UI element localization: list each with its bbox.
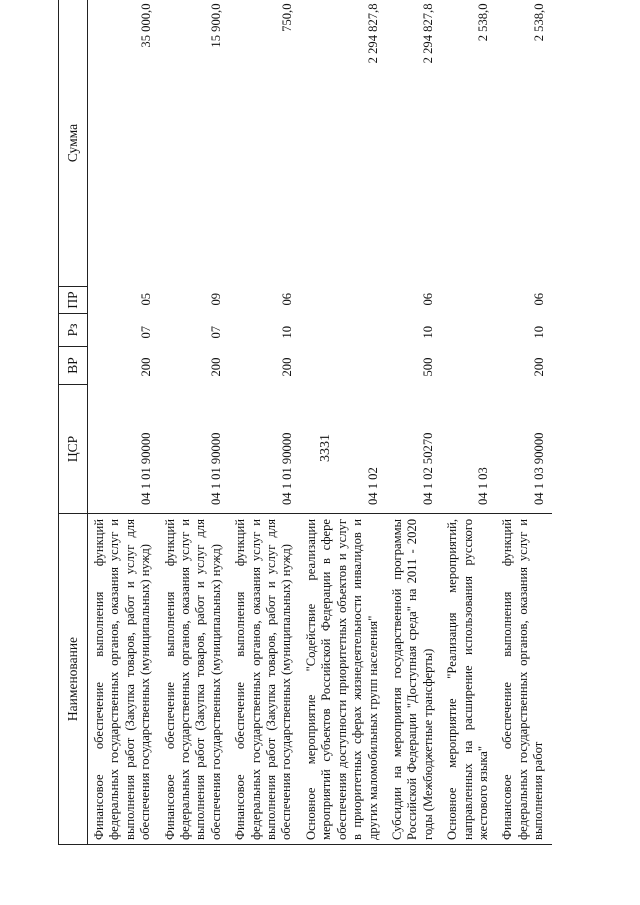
- row-csr: 04 1 02 50270: [421, 432, 436, 505]
- row-rz: [441, 314, 496, 347]
- row-vr: 200: [138, 357, 153, 377]
- row-sum: 2 294 827,8: [365, 3, 380, 64]
- row-name: Основное мероприятие "Содействие реализации мероприятий субъектов Российской Федерации в сфере обеспечения доступности приоритетных объектов и услуг в приоритетных сферах жизнедеятельности инвалидов и других маломобильных групп населения": [300, 514, 386, 845]
- table-row: [300, 0, 386, 845]
- row-name: Основное мероприятие "Реализация мероприятий, направленных на расширение использования русского жестового языка": [441, 514, 496, 845]
- row-csr: 04 1 01 90000: [209, 432, 224, 505]
- row-name: Финансовое обеспечение выполнения функций федеральных государственных органов, оказания услуг и выполнения работ (Закупка товаров, работ и услуг для обеспечения государственных (муниципальных) нужд): [159, 514, 230, 845]
- row-name: Финансовое обеспечение выполнения функций федеральных государственных органов, оказания услуг и выполнения работ: [496, 514, 551, 845]
- row-sum: 2 538,0: [531, 3, 546, 42]
- row-vr: [441, 347, 496, 385]
- header-sum: Сумма: [59, 0, 88, 287]
- table-row: [441, 0, 496, 845]
- table-row: [496, 0, 551, 845]
- row-sum: 35 000,0: [138, 3, 153, 48]
- row-vr: [300, 347, 386, 385]
- table-row: [88, 0, 159, 845]
- row-csr: 04 1 01 90000: [279, 432, 294, 505]
- row-csr: 04 1 03: [476, 467, 491, 505]
- row-pr: [300, 287, 386, 314]
- row-csr: 04 1 02: [365, 467, 380, 505]
- row-rz: [300, 314, 386, 347]
- page-number: 3331: [318, 434, 333, 462]
- budget-table: [58, 0, 552, 845]
- row-pr: 09: [209, 292, 224, 306]
- table-row: [159, 0, 230, 845]
- table-row: [386, 0, 441, 845]
- row-vr: 200: [209, 357, 224, 377]
- row-pr: 06: [279, 292, 294, 306]
- row-name: Финансовое обеспечение выполнения функций федеральных государственных органов, оказания услуг и выполнения работ (Закупка товаров, работ и услуг для обеспечения государственных (муниципальных) нужд): [88, 514, 159, 845]
- header-csr: ЦСР: [59, 385, 88, 514]
- row-csr: 04 1 01 90000: [138, 432, 153, 505]
- row-name: Финансовое обеспечение выполнения функций федеральных государственных органов, оказания услуг и выполнения работ (Закупка товаров, работ и услуг для обеспечения государственных (муниципальных) нужд): [229, 514, 300, 845]
- row-pr: 06: [421, 292, 436, 306]
- row-rz: 10: [421, 325, 436, 339]
- header-rz: Рз: [59, 314, 88, 347]
- table-header-row: [59, 0, 88, 845]
- row-pr: [441, 287, 496, 314]
- row-rz: 07: [138, 325, 153, 339]
- row-vr: 200: [279, 357, 294, 377]
- row-vr: 500: [421, 357, 436, 377]
- row-rz: 10: [531, 325, 546, 339]
- budget-table-rotated: [58, 0, 618, 845]
- row-sum: 750,0: [279, 3, 294, 32]
- row-sum: 2 538,0: [476, 3, 491, 42]
- row-rz: 07: [209, 325, 224, 339]
- header-pr: ПР: [59, 287, 88, 314]
- row-pr: 05: [138, 292, 153, 306]
- table-row: [229, 0, 300, 845]
- row-csr: 04 1 03 90000: [531, 432, 546, 505]
- row-rz: 10: [279, 325, 294, 339]
- row-name: Субсидии на мероприятия государственной программы Российской Федерации "Доступная среда" на 2011 - 2020 годы (Межбюджетные трансферты): [386, 514, 441, 845]
- row-pr: 06: [531, 292, 546, 306]
- row-vr: 200: [531, 357, 546, 377]
- row-sum: 15 900,0: [209, 3, 224, 48]
- header-vr: ВР: [59, 347, 88, 385]
- header-name: Наименование: [59, 514, 88, 845]
- row-sum: 2 294 827,8: [421, 3, 436, 64]
